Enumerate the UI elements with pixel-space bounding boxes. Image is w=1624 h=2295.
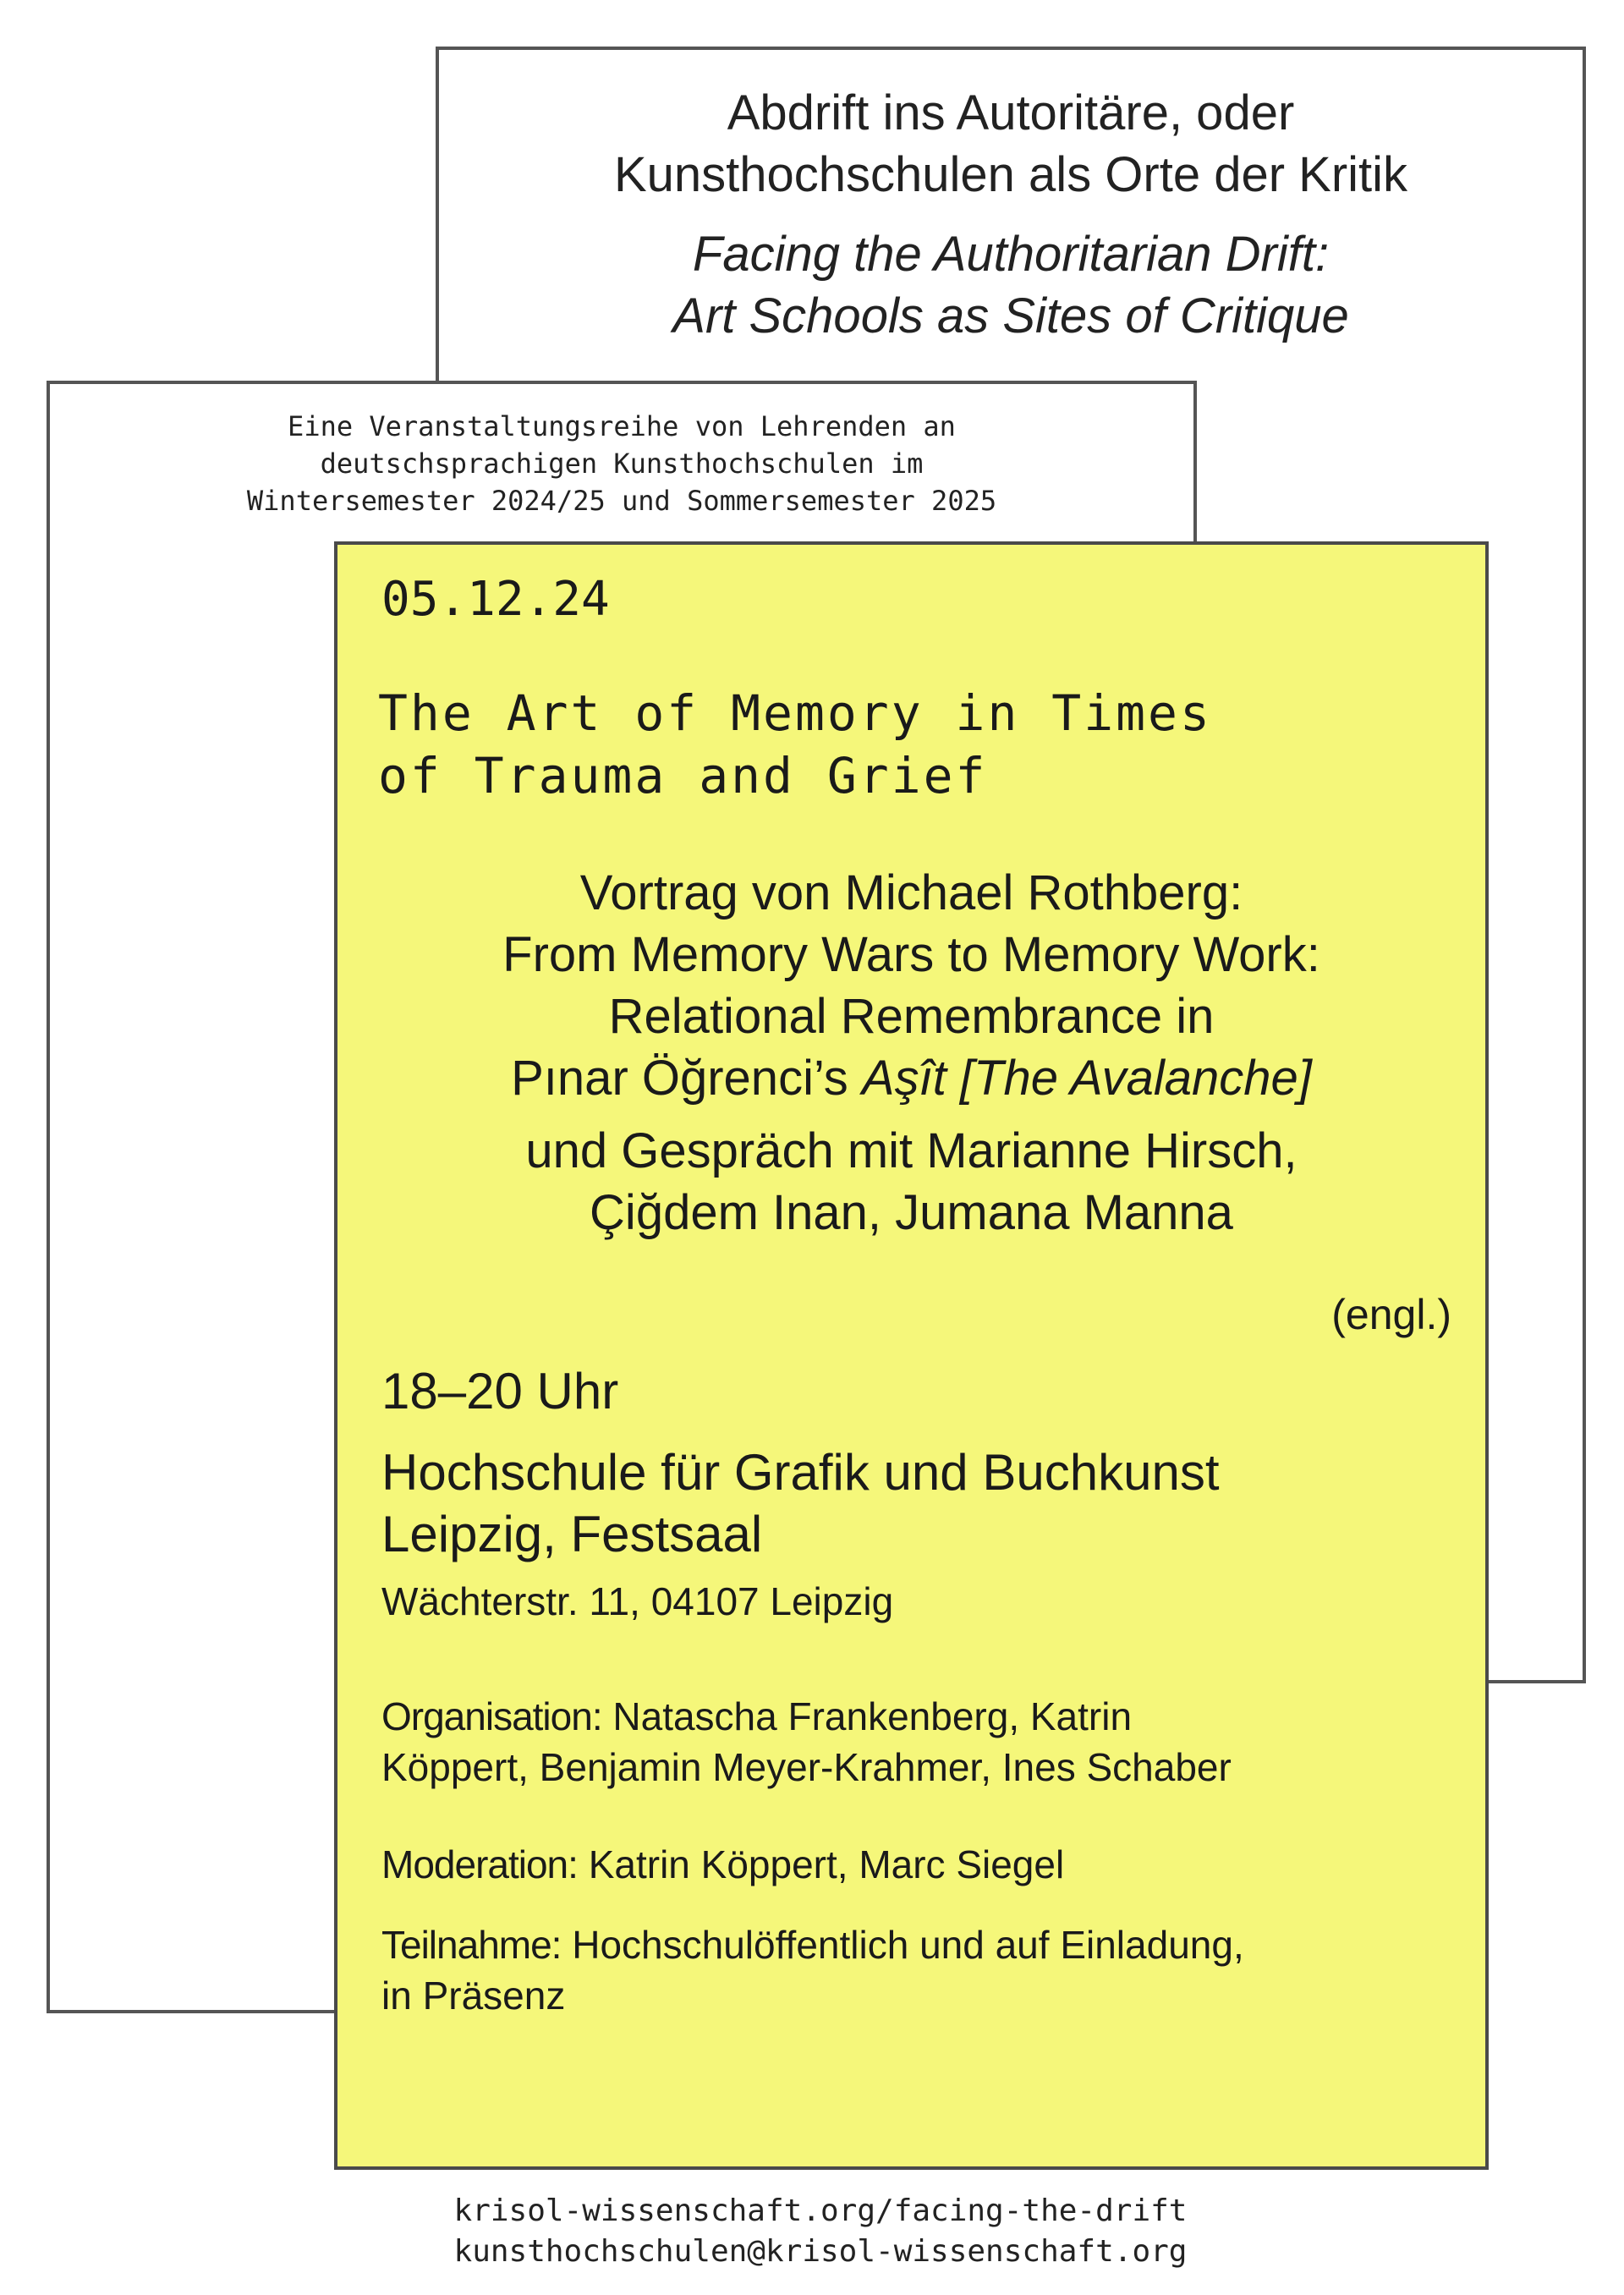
series-title-german-line1: Abdrift ins Autoritäre, oder bbox=[727, 85, 1295, 140]
talk-line1: Vortrag von Michael Rothberg: bbox=[579, 865, 1243, 920]
talk-description bbox=[337, 862, 1485, 1109]
organisation-names-1: Natascha Frankenberg, Katrin bbox=[601, 1694, 1133, 1738]
organisation-line1 bbox=[381, 1691, 1464, 1742]
event-title-line1: The Art of Memory in Times bbox=[378, 684, 1212, 742]
organisation-label: Organisation: bbox=[381, 1694, 602, 1738]
organisation-line2: Köppert, Benjamin Meyer-Krahmer, Ines Schaber bbox=[381, 1745, 1232, 1789]
event-date: 05.12.24 bbox=[381, 572, 610, 627]
conversation-line1: und Gespräch mit Marianne Hirsch, bbox=[525, 1123, 1298, 1178]
language-note: (engl.) bbox=[1331, 1291, 1451, 1338]
series-description-line2: deutschsprachigen Kunsthochschulen im bbox=[320, 447, 924, 480]
moderation-info bbox=[381, 1839, 1464, 1890]
conversation-description bbox=[337, 1120, 1485, 1244]
moderation-names: Katrin Köppert, Marc Siegel bbox=[577, 1842, 1065, 1886]
series-description-line1: Eine Veranstaltungsreihe von Lehrenden an bbox=[288, 410, 956, 442]
participation-line2: in Präsenz bbox=[381, 1974, 566, 2018]
talk-line2: From Memory Wars to Memory Work: bbox=[502, 927, 1320, 982]
series-title-english bbox=[439, 223, 1583, 347]
participation-line1 bbox=[381, 1919, 1464, 1970]
series-description bbox=[50, 408, 1193, 519]
footer-url[interactable]: krisol-wissenschaft.org/facing-the-drift bbox=[453, 2193, 1188, 2228]
talk-line4-italic: Aşît [The Avalanche] bbox=[861, 1051, 1312, 1106]
organisation-info bbox=[381, 1691, 1464, 1793]
venue-line2: Leipzig, Festsaal bbox=[381, 1506, 763, 1562]
series-title-english-line1: Facing the Authoritarian Drift: bbox=[692, 227, 1330, 282]
talk-line4 bbox=[337, 1047, 1485, 1109]
conversation-line2: Çiğdem Inan, Jumana Manna bbox=[590, 1185, 1233, 1240]
footer bbox=[0, 2191, 1624, 2272]
participation-value-1: Hochschulöffentlich und auf Einladung, bbox=[561, 1923, 1244, 1967]
series-description-line3: Wintersemester 2024/25 und Sommersemester 2025 bbox=[246, 485, 997, 517]
event-venue bbox=[381, 1441, 1464, 1565]
series-title-english-line2: Art Schools as Sites of Critique bbox=[672, 288, 1349, 343]
moderation-line bbox=[381, 1839, 1464, 1890]
event-card bbox=[334, 541, 1489, 2170]
event-title-line2: of Trauma and Grief bbox=[378, 747, 988, 804]
series-title-german bbox=[439, 82, 1583, 206]
event-title bbox=[378, 682, 1393, 807]
talk-line3: Relational Remembrance in bbox=[608, 989, 1215, 1044]
event-time: 18–20 Uhr bbox=[381, 1363, 619, 1419]
series-title-german-line2: Kunsthochschulen als Orte der Kritik bbox=[613, 147, 1408, 202]
venue-line1: Hochschule für Grafik und Buchkunst bbox=[381, 1444, 1220, 1501]
event-address: Wächterstr. 11, 04107 Leipzig bbox=[381, 1579, 894, 1623]
footer-email[interactable]: kunsthochschulen@krisol-wissenschaft.org bbox=[453, 2234, 1188, 2269]
participation-info bbox=[381, 1919, 1464, 2021]
participation-label: Teilnahme: bbox=[381, 1923, 562, 1967]
moderation-label: Moderation: bbox=[381, 1842, 578, 1886]
talk-line4-plain: Pınar Öğrenci’s bbox=[511, 1051, 862, 1106]
